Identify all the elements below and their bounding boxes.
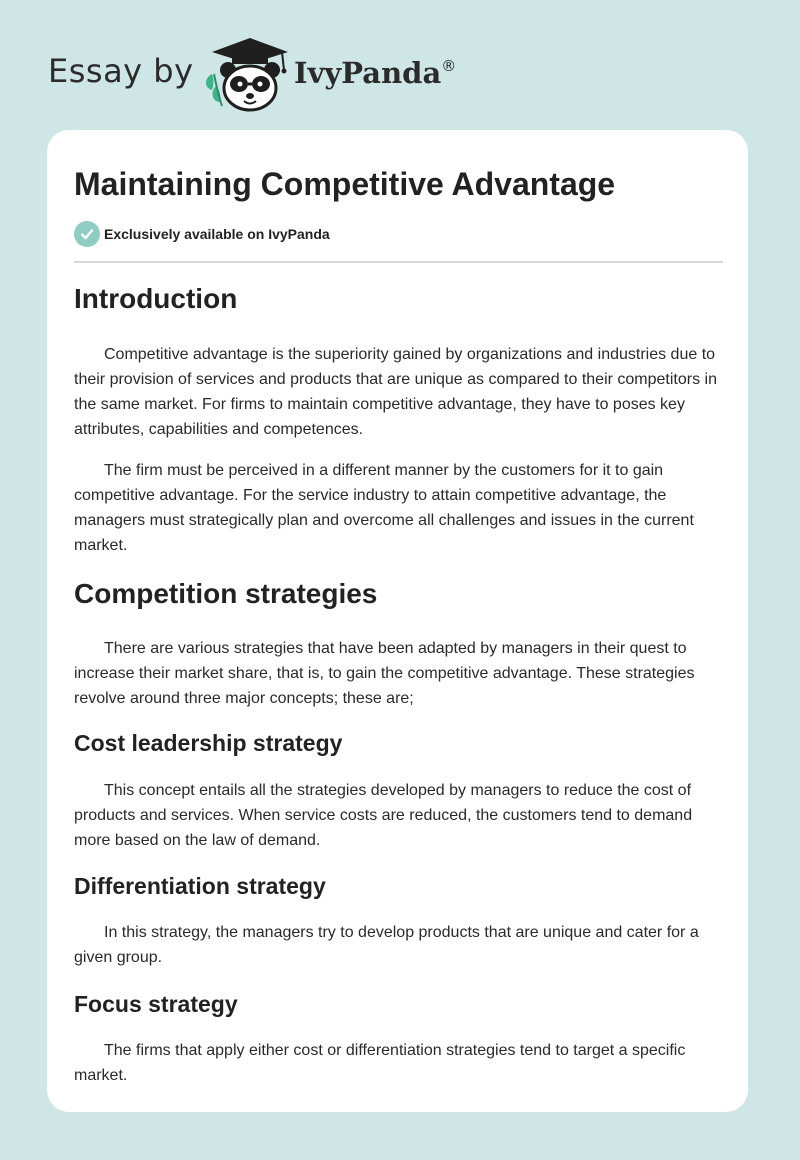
- section-heading-focus: Focus strategy: [74, 991, 238, 1017]
- brand-name: IvyPanda®: [294, 56, 457, 90]
- section-heading-competition-strategies: Competition strategies: [74, 578, 378, 609]
- title-divider: [74, 261, 723, 263]
- checkmark-icon: [74, 221, 100, 247]
- section-heading-differentiation: Differentiation strategy: [74, 873, 326, 899]
- section-heading-cost-leadership: Cost leadership strategy: [74, 730, 343, 756]
- page-title: Maintaining Competitive Advantage: [74, 166, 616, 202]
- section-paragraph: This concept entails all the strategies developed by managers to reduce the cost of products and services. When service costs are reduced, the customers tend to demand more based on the law of demand.: [74, 782, 693, 849]
- registered-mark: ®: [441, 57, 457, 75]
- section-heading-introduction: Introduction: [74, 283, 238, 314]
- essay-by-label: Essay by: [48, 52, 194, 90]
- panda-logo-icon: [202, 34, 298, 114]
- essay-card: [47, 130, 748, 1112]
- exclusive-badge: [74, 221, 330, 247]
- section-paragraph: There are various strategies that have been adapted by managers in their quest to increase their market share, that is, to gain the competitive advantage. These strategies revolve around three major concepts; these are;: [74, 640, 695, 707]
- section-paragraph: The firms that apply either cost or differentiation strategies tend to target a specific market.: [74, 1042, 686, 1084]
- section-paragraph: Competitive advantage is the superiority gained by organizations and industries due to their provision of services and products that are unique as compared to their competitors in the same market. For firms to maintain competitive advantage, they have to poses key attributes, capabilities and competences.: [74, 346, 717, 438]
- site-header: [48, 34, 508, 114]
- section-paragraph: In this strategy, the managers try to develop products that are unique and cater for a given group.: [74, 924, 699, 966]
- section-paragraph: The firm must be perceived in a different manner by the customers for it to gain competitive advantage. For the service industry to attain competitive advantage, the managers must strategically plan and overcome all challenges and issues in the current market.: [74, 462, 694, 554]
- exclusive-badge-label: Exclusively available on IvyPanda: [104, 226, 330, 242]
